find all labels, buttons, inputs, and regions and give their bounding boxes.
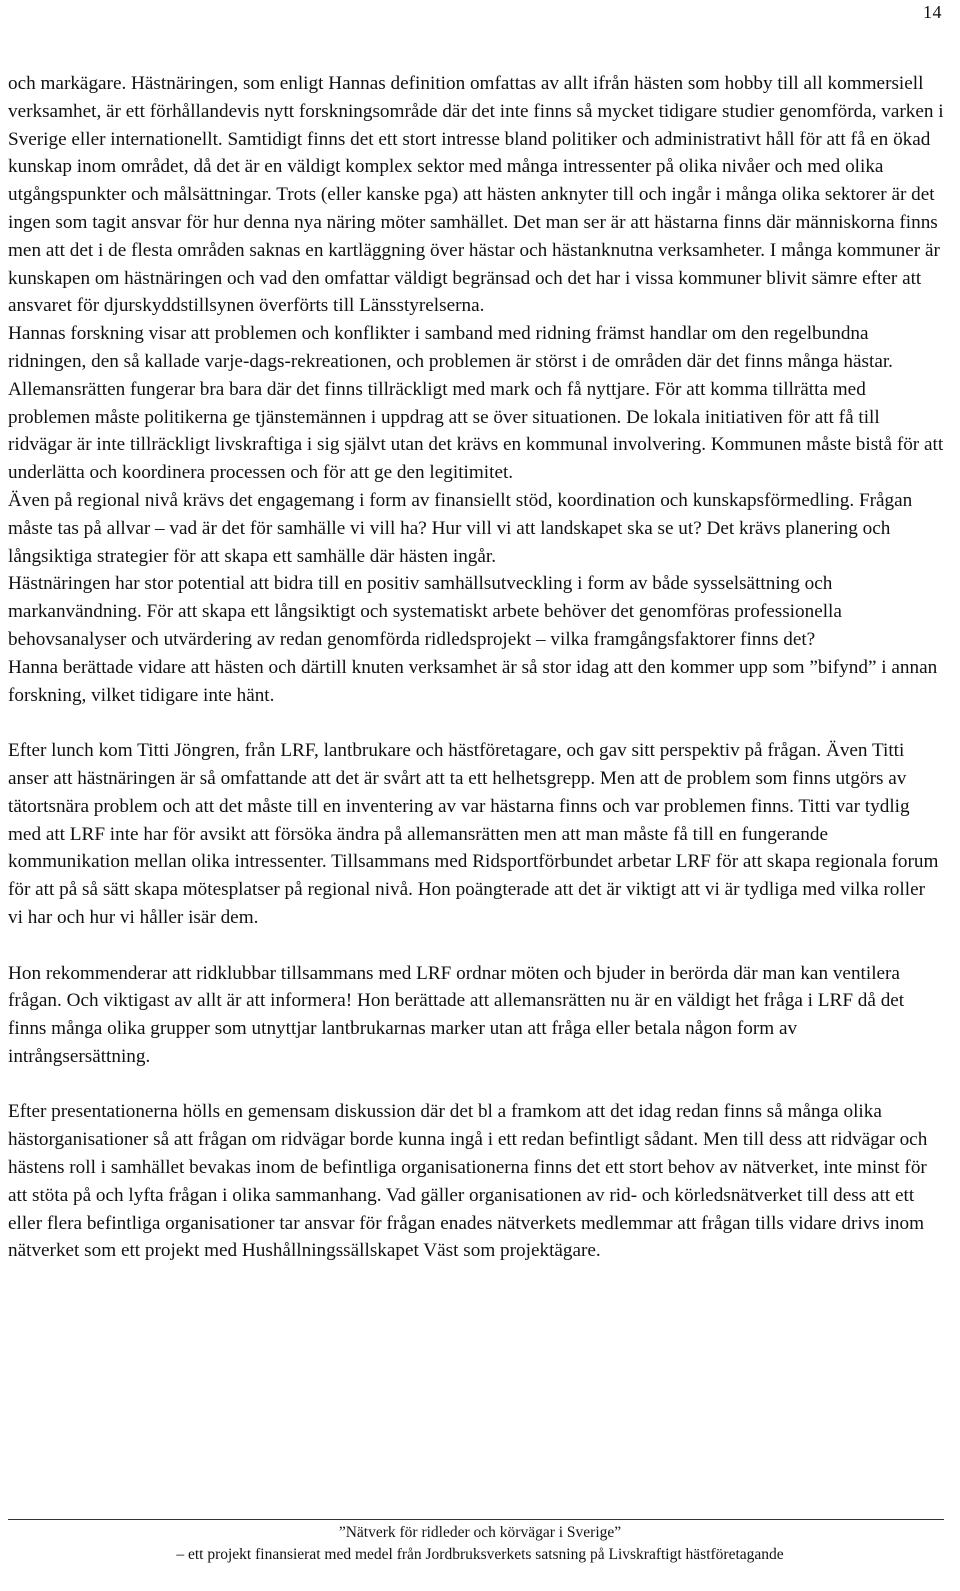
paragraph: Hon rekommenderar att ridklubbar tillsammans med LRF ordnar möten och bjuder in berörda där man kan ventilera frågan. Och viktigast av allt är att informera! Hon berättade att allemansrätten nu är en väldigt het fråga i LRF då det finns många olika grupper som utnyttjar lantbrukarnas marker utan att fråga eller betala någon form av intrångsersättning. <box>8 962 905 1067</box>
paragraph: Hanna berättade vidare att hästen och därtill knuten verksamhet är så stor idag att den kommer upp som ”bifynd” i annan forskning, vilket tidigare inte hänt. <box>8 656 938 706</box>
paragraph: Även på regional nivå krävs det engagemang i form av finansiellt stöd, koordination och kunskapsförmedling. Frågan måste tas på allvar – vad är det för samhälle vi vill ha? Hur vill vi att landskapet ska se ut? Det krävs planering och långsiktiga strategier för att skapa ett samhälle där hästen ingår. <box>8 489 913 567</box>
paragraph: Hästnäringen har stor potential att bidra till en positiv samhällsutveckling i form av både sysselsättning och markanvändning. För att skapa ett långsiktigt och systematiskt arbete behöver det genomföras professionella behovsanalyser och utvärdering av redan genomförda ridledsprojekt – vilka framgångsfaktorer finns det? <box>8 573 842 650</box>
paragraph: Hannas forskning visar att problemen och konflikter i samband med ridning främst handlar om den regelbundna ridningen, den så kallade varje-dags-rekreationen, och problemen är störst i de områden där det finns många hästar. Allemansrätten fungerar bra bara där det finns tillräckligt med mark och få nyttjare. För att komma tillrätta med problemen måste politikerna ge tjänstemännen i uppdrag att se över situationen. De lokala initiativen för att få till ridvägar är inte tillräckligt livskraftiga i sig självt utan det krävs en kommunal involvering. Kommunen måste bistå för att underlätta och koordinera processen och för att ge den legitimitet. <box>8 323 944 484</box>
footer-divider <box>8 1519 944 1520</box>
footer-subtitle: – ett projekt finansierat med medel från Jordbruksverkets satsning på Livskraftigt hästföretagande <box>176 1546 784 1563</box>
paragraph: och markägare. Hästnäringen, som enligt Hannas definition omfattas av allt ifrån hästen som hobby till all kommersiell verksamhet, är ett förhållandevis nytt forskningsområde där det inte finns så mycket tidigare studier genomförda, varken i Sverige eller internationellt. Samtidigt finns det ett stort intresse bland politiker och administrativt håll för att få en ökad kunskap inom området, då det är en väldigt komplex sektor med många intressenter på olika nivåer och med olika utgångspunkter och målsättningar. Trots (eller kanske pga) att hästen anknyter till och ingår i många olika sektorer är det ingen som tagit ansvar för hur denna nya näring möter samhället. Det man ser är att hästarna finns där människorna finns men att det i de flesta områden saknas en kartläggning över hästar och hästanknutna verksamheter. I många kommuner är kunskapen om hästnäringen och vad den omfattar väldigt begränsad och det har i vissa kommuner blivit sämre efter att ansvaret för djurskyddstillsynen överförts till Länsstyrelserna. <box>8 73 944 317</box>
paragraph: Efter presentationerna hölls en gemensam diskussion där det bl a framkom att det idag redan finns så många olika hästorganisationer så att frågan om ridvägar borde kunna ingå i ett redan befintligt sådant. Men till dess att ridvägar och hästens roll i samhället bevakas inom de befintliga organisationerna finns det ett stort behov av nätverket, inte minst för att stöta på och lyfta frågan i olika sammanhang. Vad gäller organisationen av rid- och körledsnätverket till dess att ett eller flera befintliga organisationer tar ansvar för frågan enades nätverkets medlemmar att frågan tills vidare drivs inom nätverket som ett projekt med Hushållningssällskapet Väst som projektägare. <box>8 1101 928 1262</box>
document-body <box>8 70 944 1265</box>
footer-title: ”Nätverk för ridleder och körvägar i Sverige” <box>338 1524 622 1541</box>
paragraph: Efter lunch kom Titti Jöngren, från LRF, lantbrukare och hästföretagare, och gav sitt perspektiv på frågan. Även Titti anser att hästnäringen är så omfattande att det är svårt att ta ett helhetsgrepp. Men att de problem som finns utgörs av tätortsnära problem och att det måste till en inventering av var hästarna finns och var problemen finns. Titti var tydlig med att LRF inte har för avsikt att försöka ändra på allemansrätten men att man måste få till en fungerande kommunikation mellan olika intressenter. Tillsammans med Ridsportförbundet arbetar LRF för att skapa regionala forum för att på så sätt skapa mötesplatser på regional nivå. Hon poängterade att det är viktigt att vi är tydliga med vilka roller vi har och hur vi håller isär dem. <box>8 740 939 928</box>
page-number: 14 <box>923 2 942 22</box>
